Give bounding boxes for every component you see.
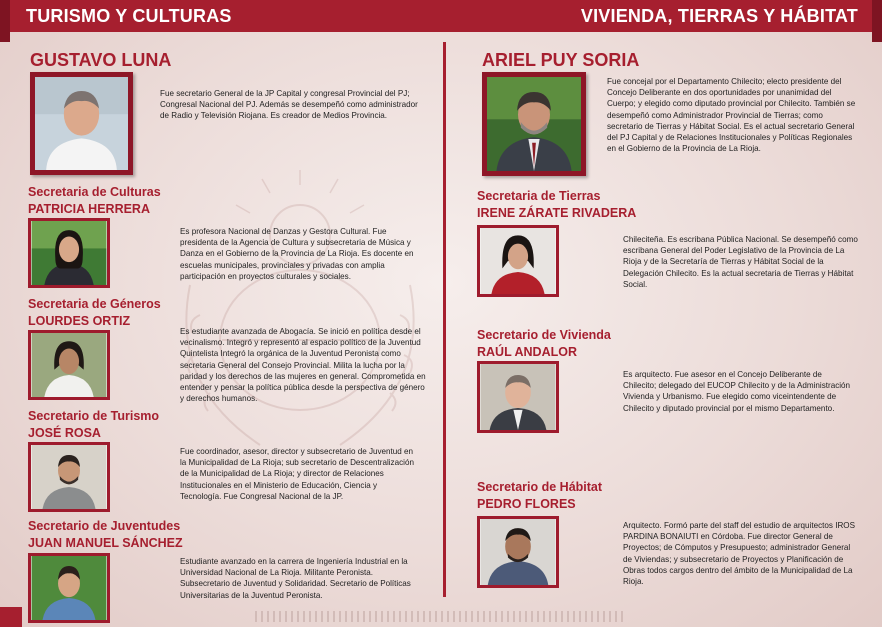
photo-juan-manuel-sanchez (28, 553, 110, 623)
role-block-zarate (477, 188, 636, 222)
portrait-icon (480, 519, 556, 585)
role-title: Secretario de Vivienda (477, 328, 611, 342)
role-title: Secretario de Juventudes (28, 519, 181, 533)
section-title-right: VIVIENDA, TIERRAS Y HÁBITAT (580, 6, 858, 26)
portrait-icon (31, 333, 107, 397)
bio-jose-rosa: Fue coordinador, asesor, director y subsecretario de Juventud en la Municipalidad de La Rioja; sub secretario de Descentralización de la Municipalidad de La Rioja; y director de Relaciones Institucionales en el Ministerio de Educación, Ciencia y Tecnología. Fue Congresal Nacional de la JP. (180, 447, 414, 501)
role-block-andalor (477, 327, 611, 361)
bio-lourdes-ortiz: Es estudiante avanzada de Abogacía. Se inició en política desde el vecinalismo. Integró y representó al espacio político de la Juventud Quintelista Integró la orgánica de la Juventud Peronista como secretaria General del Consejo Provincial. Milita la lucha por la paridad y los derechos de las mujeres en general. Comprometida en entender y pensar la política pública desde la perspectiva de género y derechos humanos. (180, 327, 426, 404)
corner-block (0, 607, 22, 627)
header-notch-left (0, 0, 10, 42)
photo-jose-rosa (28, 442, 110, 512)
bio-ariel-puy-soria: Fue concejal por el Departamento Chilecito; electo presidente del Concejo Deliberante en dos oportunidades por unanimidad del Cuerpo; y elegido como diputado provincial por Chilecito. También se desempeñó como Administrador Provincial de Tierras; como secretario de Tierras y Hábitat Social. Es el actual secretario General del PJ Capital y de Relaciones Institucionales y Políticas Regionales en el Gobierno de la Provincia de La Rioja. (607, 77, 856, 154)
section-title-left: TURISMO Y CULTURAS (26, 6, 232, 26)
lead-name-left: GUSTAVO LUNA (30, 50, 172, 70)
portrait-icon (480, 228, 556, 294)
member-name: RAÚL ANDALOR (477, 345, 577, 359)
portrait-icon (31, 556, 107, 620)
bio-pedro-flores: Arquitecto. Formó parte del staff del estudio de arquitectos IROS PARDINA BONAIUTI en Córdoba. Fue director General de Proyectos; de Cómputos y Presupuesto; administrador General de Viviendas; y subsecretario de Proyectos y Planificación de Obras todos cargos dentro del ámbito de la Municipalidad de La Rioja. (623, 521, 855, 587)
portrait-icon (480, 364, 556, 430)
footer-pattern (255, 611, 625, 622)
photo-raul-andalor (477, 361, 559, 433)
portrait-icon (487, 77, 581, 171)
photo-patricia-herrera (28, 218, 110, 288)
role-block-herrera (28, 184, 161, 218)
bio-juan-manuel-sanchez: Estudiante avanzado en la carrera de Ingeniería Industrial en la Universidad Nacional de La Rioja. Militante Peronista. Subsecretario de Juventud y Solidaridad. Secretario de Políticas Universitarias de la Juventud Peronista. (180, 557, 411, 600)
bio-gustavo-luna: Fue secretario General de la JP Capital y congresal Provincial del PJ; Congresal Nacional del PJ. Además se desempeñó como administrador de Radio y Televisión Riojana. Es creador de Medios Provincia. (160, 89, 418, 121)
bio-raul-andalor: Es arquitecto. Fue asesor en el Concejo Deliberante de Chilecito; delegado del EUCOP Chilecito y de la Administración Vivienda y Urbanismo. Fue elegido como viceintendente de Chilecito y diputado provincial por el mismo Departamento. (623, 370, 851, 413)
member-name: PATRICIA HERRERA (28, 202, 150, 216)
photo-ariel-puy-soria (482, 72, 586, 176)
photo-lourdes-ortiz (28, 330, 110, 400)
member-name: IRENE ZÁRATE RIVADERA (477, 206, 637, 220)
lead-name-right: ARIEL PUY SORIA (482, 50, 640, 70)
bio-patricia-herrera: Es profesora Nacional de Danzas y Gestora Cultural. Fue presidenta de la Agencia de Cultura y subsecretaria de Música y Danza en el Gobierno de la Provincia de La Rioja. Es docente en escuelas municipales, provinciales y privadas con amplia participación en proyectos culturales y sociales. (180, 227, 414, 281)
role-title: Secretaria de Culturas (28, 185, 161, 199)
member-name: JOSÉ ROSA (28, 426, 101, 440)
emblem-watermark (150, 165, 450, 465)
member-name: LOURDES ORTIZ (28, 314, 131, 328)
portrait-icon (31, 445, 107, 509)
bio-irene-zarate-rivadera: Chileciteña. Es escribana Pública Nacional. Se desempeñó como escribana General del Poder Legislativo de la Provincia de La Rioja y de la Secretaría de Tierras y Hábitat Social de la Delegación Chilecito. Es la actual secretaria de Tierras y Hábitat Social. (623, 235, 858, 289)
header-bar (0, 0, 882, 32)
role-title: Secretario de Hábitat (477, 480, 603, 494)
portrait-icon (31, 221, 107, 285)
role-title: Secretaria de Tierras (477, 189, 601, 203)
photo-gustavo-luna (30, 72, 133, 175)
photo-pedro-flores (477, 516, 559, 588)
member-name: JUAN MANUEL SÁNCHEZ (28, 536, 183, 550)
portrait-icon (35, 77, 128, 170)
photo-irene-zarate-rivadera (477, 225, 559, 297)
member-name: PEDRO FLORES (477, 497, 576, 511)
role-block-sanchez (28, 518, 183, 552)
role-title: Secretaria de Géneros (28, 297, 161, 311)
header-notch-right (872, 0, 882, 42)
role-block-ortiz (28, 296, 161, 330)
column-divider (443, 42, 446, 597)
role-block-rosa (28, 408, 159, 442)
role-title: Secretario de Turismo (28, 409, 160, 423)
role-block-flores (477, 479, 602, 513)
